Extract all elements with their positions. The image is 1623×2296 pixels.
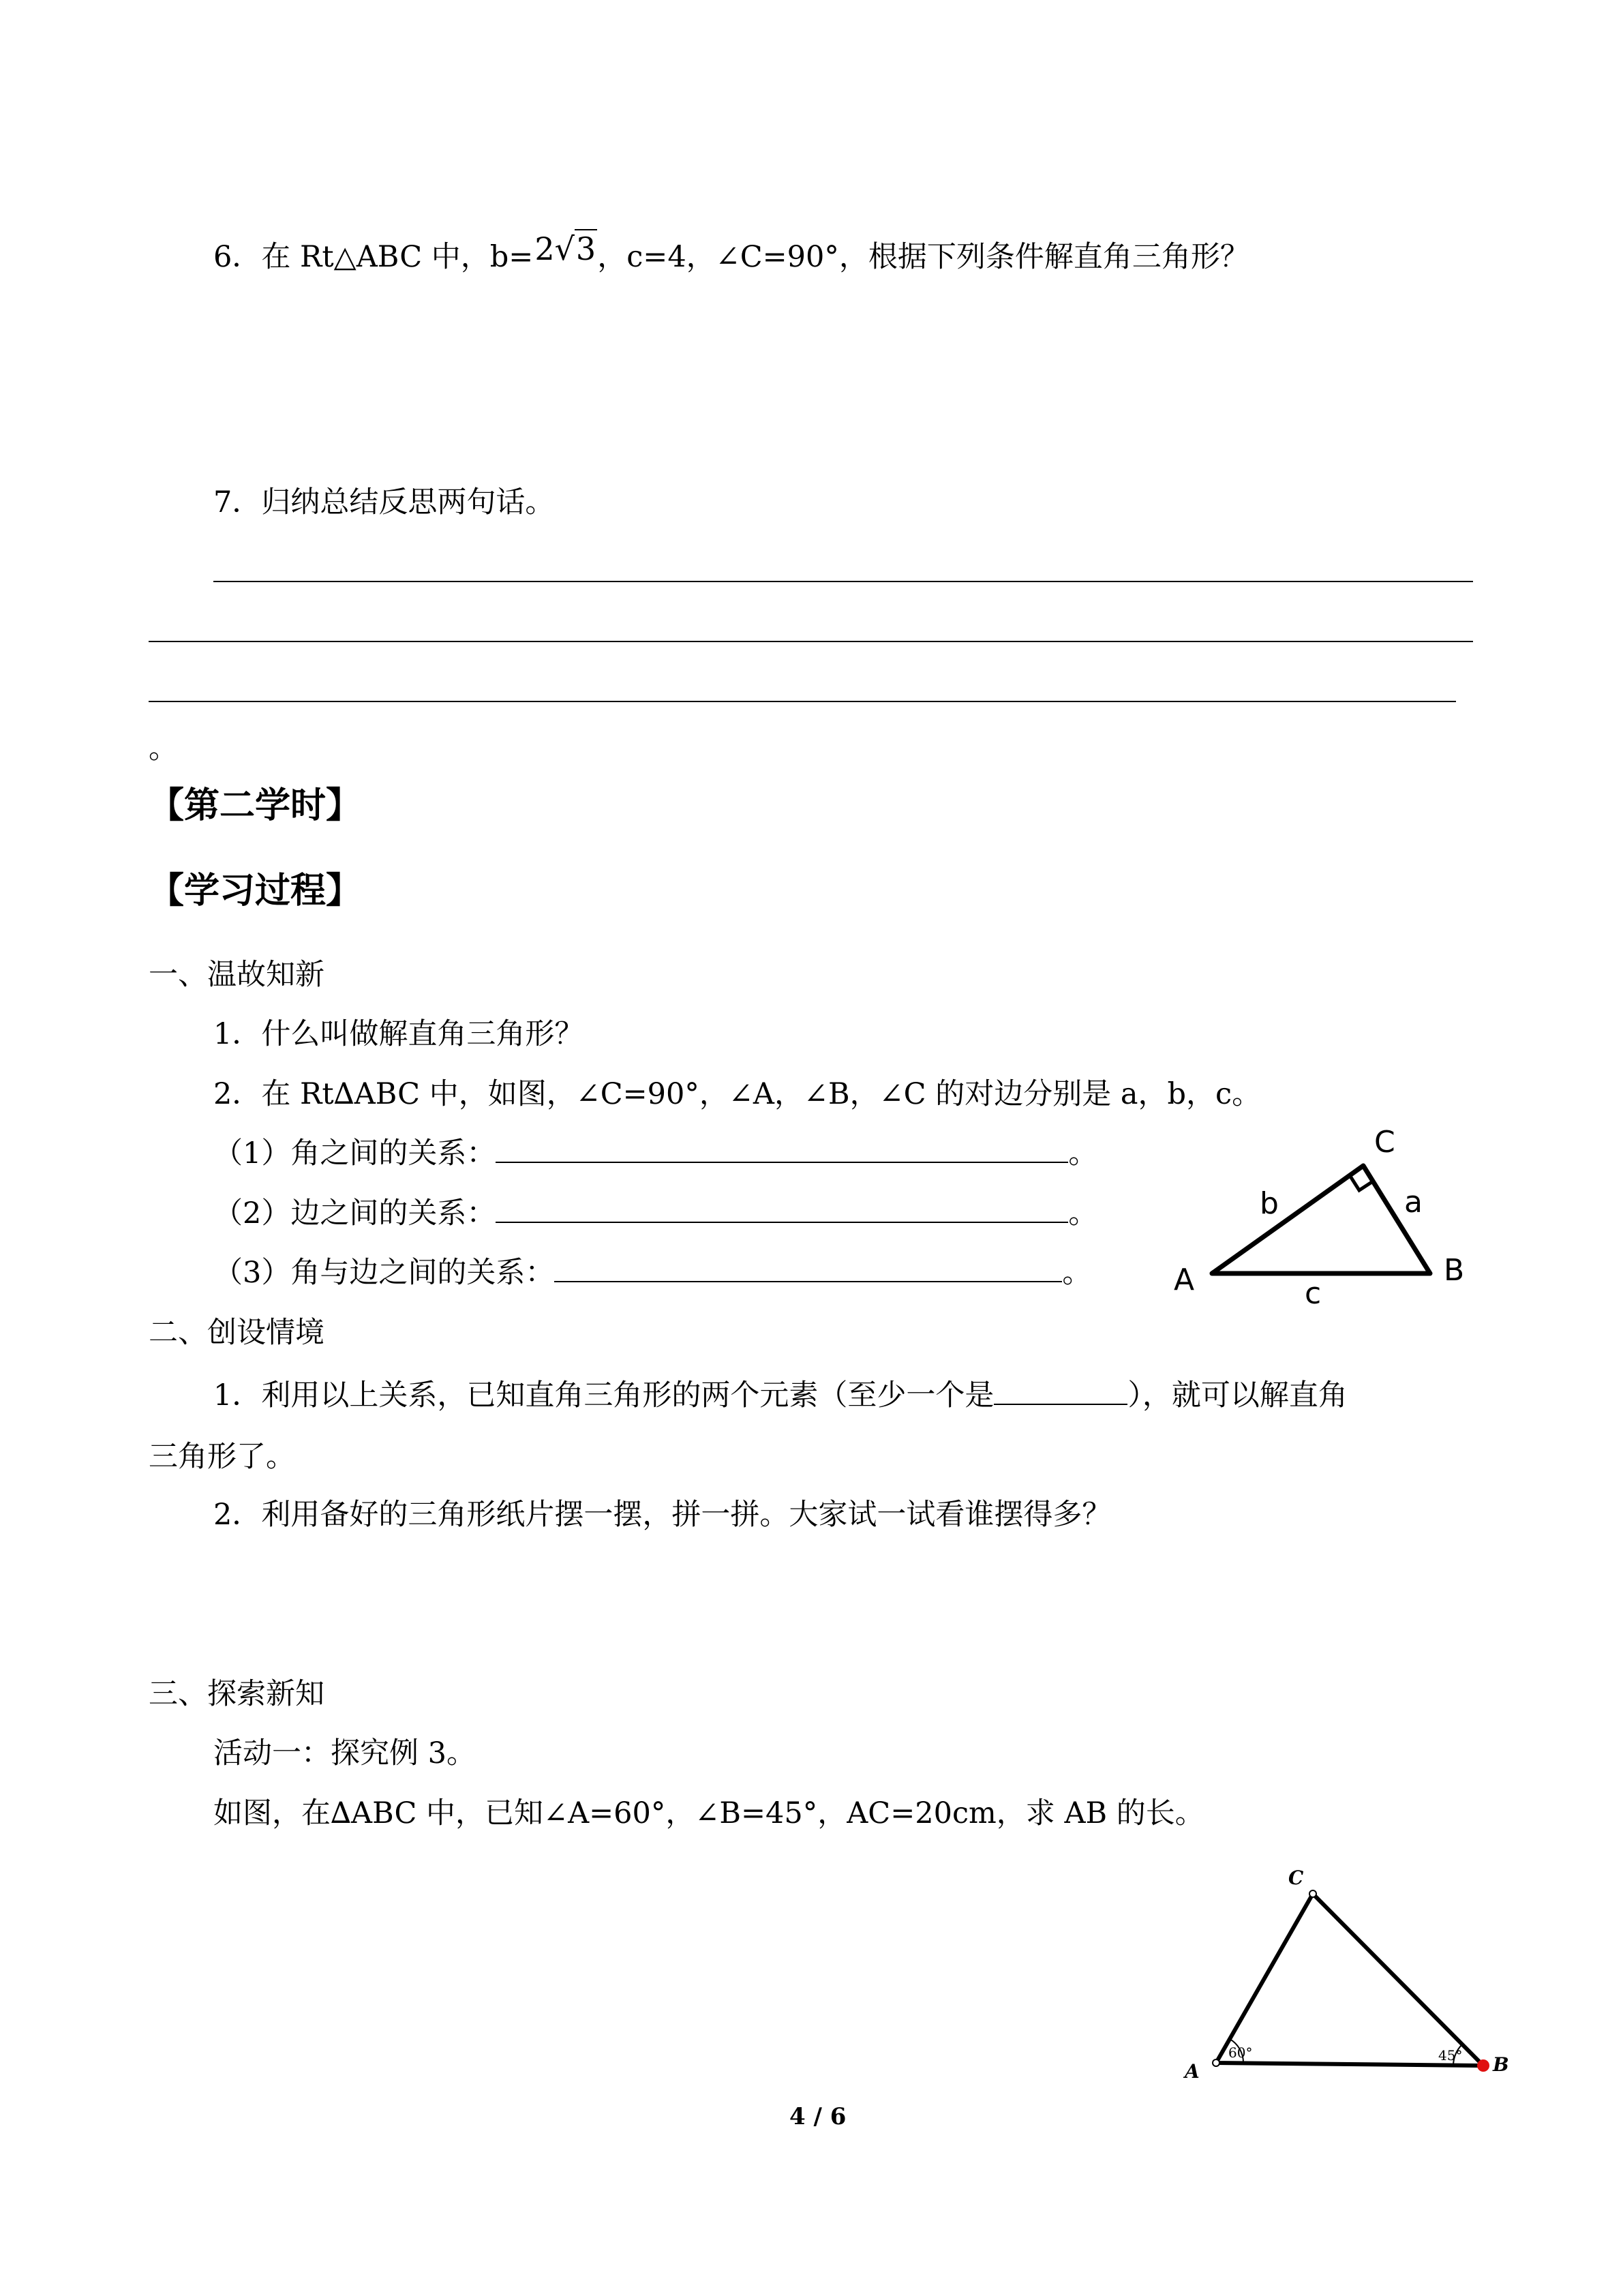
scenario-p1-blank[interactable] xyxy=(994,1378,1127,1405)
radicand: 3 xyxy=(575,230,596,267)
fig2-angle-A-label: 60° xyxy=(1228,2044,1253,2061)
relation-1-blank[interactable] xyxy=(496,1136,1068,1163)
section-scenario-title: 二、创设情境 xyxy=(149,1316,324,1350)
page-number: 4 / 6 xyxy=(789,2103,847,2130)
right-triangle-figure xyxy=(1159,1118,1486,1316)
relation-3-label: （3）角与边之间的关系： xyxy=(213,1256,555,1290)
vertex-A-point xyxy=(1213,2059,1219,2066)
scenario-p1-line2: 三角形了。 xyxy=(149,1440,295,1474)
fig2-angle-B-label: 45° xyxy=(1438,2047,1463,2064)
relation-1 xyxy=(213,1133,1097,1174)
section-review-title: 一、温故知新 xyxy=(149,958,324,992)
scenario-p1-start: 1．利用以上关系，已知直角三角形的两个元素（至少一个是 xyxy=(213,1378,995,1413)
answer-line-2[interactable] xyxy=(149,641,1473,642)
relation-2-blank[interactable] xyxy=(496,1196,1068,1223)
fig2-vertex-A: A xyxy=(1185,2060,1200,2083)
fig1-vertex-C: C xyxy=(1374,1125,1395,1160)
fig1-vertex-A: A xyxy=(1174,1263,1195,1297)
fig1-side-c: c xyxy=(1305,1276,1322,1311)
example-triangle-figure xyxy=(1172,1861,1509,2086)
radical-coefficient: 2 xyxy=(534,230,555,267)
relation-3-blank[interactable] xyxy=(554,1255,1062,1282)
fig1-side-a: a xyxy=(1404,1185,1423,1220)
heading-second-period: 【第二学时】 xyxy=(149,785,362,826)
example-triangle-shape xyxy=(1216,1894,1483,2066)
relation-1-end: 。 xyxy=(1068,1136,1098,1170)
relation-1-label: （1）角之间的关系： xyxy=(213,1136,496,1170)
heading-learning-process: 【学习过程】 xyxy=(149,871,362,911)
radical-expression xyxy=(534,228,597,269)
scenario-p1-line1 xyxy=(213,1375,1348,1416)
review-question-2: 2．在 Rt∆ABC 中，如图，∠C=90°，∠A，∠B，∠C 的对边分别是 a，b，c。 xyxy=(213,1077,1262,1111)
fig1-vertex-B: B xyxy=(1444,1253,1465,1288)
explore-problem: 如图，在∆ABC 中，已知∠A=60°，∠B=45°，AC=20cm，求 AB 的长。 xyxy=(213,1796,1204,1830)
review-question-1: 1．什么叫做解直角三角形？ xyxy=(213,1017,584,1051)
answer-end-mark: 。 xyxy=(149,731,178,766)
scenario-p2: 2．利用备好的三角形纸片摆一摆，拼一拼。大家试一试看谁摆得多？ xyxy=(213,1498,1112,1532)
answer-line-3[interactable] xyxy=(149,701,1456,702)
relation-2-end: 。 xyxy=(1068,1196,1098,1230)
section-explore-title: 三、探索新知 xyxy=(149,1677,324,1711)
fig1-side-b: b xyxy=(1260,1186,1279,1221)
answer-line-1[interactable] xyxy=(213,581,1473,582)
relation-2 xyxy=(213,1193,1097,1234)
relation-3 xyxy=(213,1252,1091,1293)
vertex-C-point xyxy=(1309,1890,1316,1897)
question-6 xyxy=(213,228,1249,277)
fig2-vertex-C: C xyxy=(1288,1867,1304,1889)
sqrt-icon: √ xyxy=(554,230,575,267)
right-triangle-shape xyxy=(1212,1166,1430,1273)
question-7: 7．归纳总结反思两句话。 xyxy=(213,485,555,519)
q6-suffix: ，c=4，∠C=90°，根据下列条件解直角三角形？ xyxy=(597,240,1249,274)
q6-prefix: 6．在 Rt△ABC 中，b= xyxy=(213,240,534,274)
relation-2-label: （2）边之间的关系： xyxy=(213,1196,496,1230)
explore-activity: 活动一：探究例 3。 xyxy=(213,1736,476,1770)
vertex-B-point xyxy=(1477,2059,1489,2072)
fig2-vertex-B: B xyxy=(1493,2053,1509,2076)
scenario-p1-end: ），就可以解直角 xyxy=(1127,1378,1348,1413)
relation-3-end: 。 xyxy=(1062,1256,1092,1290)
